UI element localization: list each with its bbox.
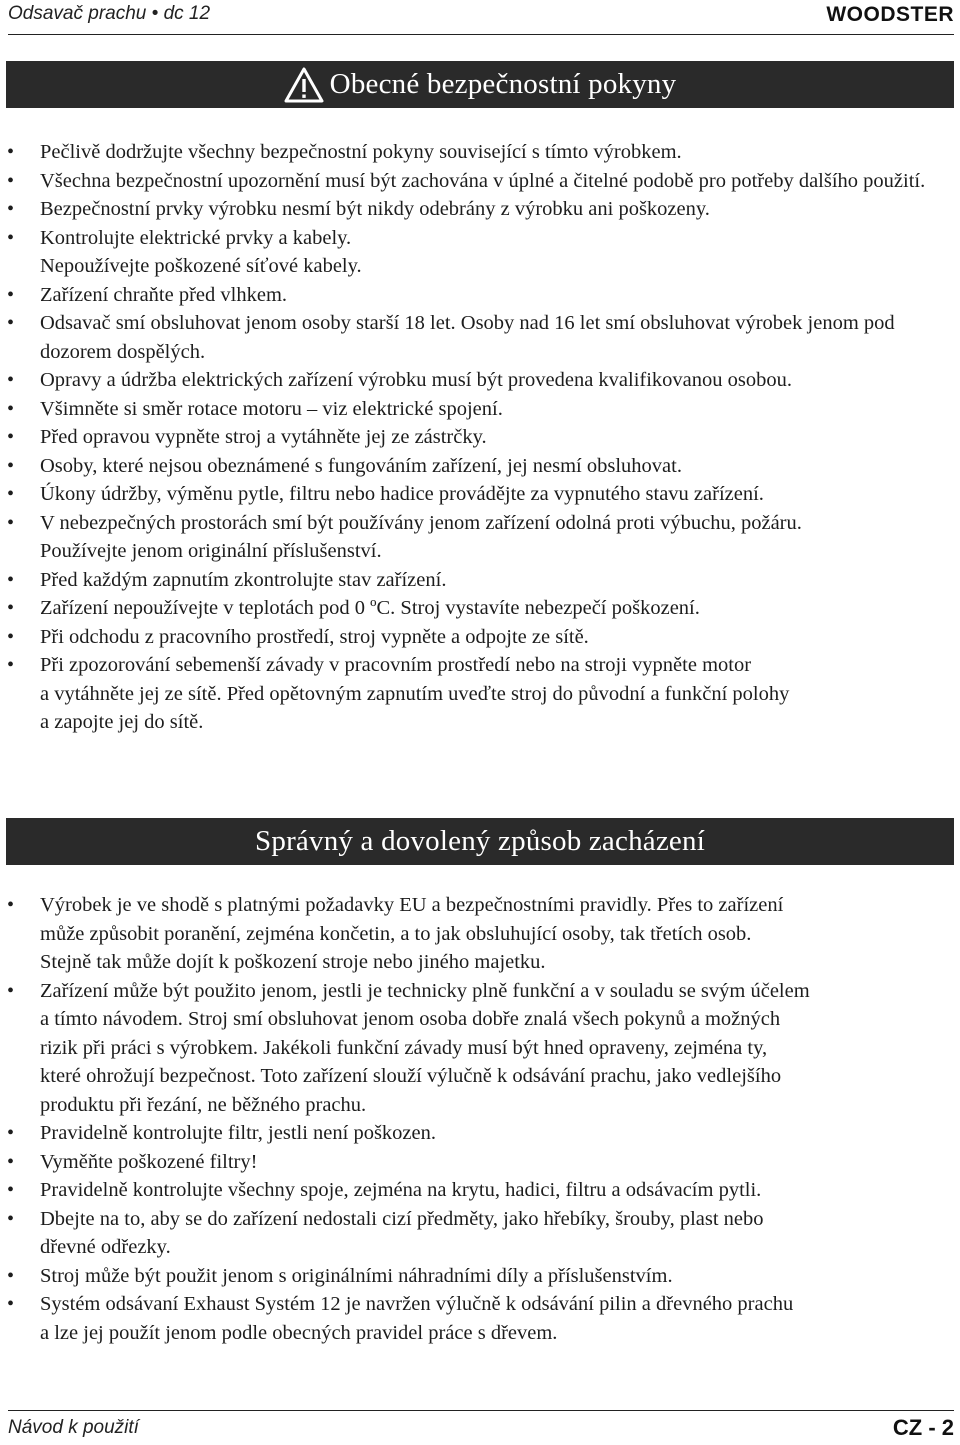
warning-triangle-icon: [284, 67, 330, 103]
page-header: [8, 0, 954, 35]
list-item: • Zařízení může být použito jenom, jestli je technicky plně funkční a v souladu se svým účelem a tímto návodem. Stroj smí obsluhovat jenom osoba dobře znalá všech pokynů a možných rizik při práci s výrobkem. Jakékoli funkční závady musí být hned opraveny, zejména ty, které ohrožují bezpečnost. Toto zařízení slouží výlučně k odsávání prachu, jako vedlejšího produktu při řezání, ne běžného prachu.: [0, 977, 940, 1120]
list-item: • Při zpozorování sebemenší závady v pracovním prostředí nebo na stroji vypněte motor a vytáhněte jej ze sítě. Před opětovným zapnutím uveďte stroj do původní a funkční polohy a zapojte jej do sítě.: [0, 651, 940, 737]
list-item: • Bezpečnostní prvky výrobku nesmí být nikdy odebrány z výrobku ani poškozeny.: [0, 195, 940, 224]
list-item: • Zařízení nepoužívejte v teplotách pod 0 ºC. Stroj vystavíte nebezpečí poškození.: [0, 594, 940, 623]
list-item: • Všechna bezpečnostní upozornění musí být zachována v úplné a čitelné podobě pro potřeby dalšího použití.: [0, 167, 940, 196]
list-item: • Kontrolujte elektrické prvky a kabely. Nepoužívejte poškozené síťové kabely.: [0, 224, 940, 281]
list-item: • Pečlivě dodržujte všechny bezpečnostní pokyny související s tímto výrobkem.: [0, 138, 940, 167]
list-item: • Úkony údržby, výměnu pytle, filtru nebo hadice provádějte za vypnutého stavu zařízení.: [0, 480, 940, 509]
list-item: • Při odchodu z pracovního prostředí, stroj vypněte a odpojte ze sítě.: [0, 623, 940, 652]
list-item: • V nebezpečných prostorách smí být používány jenom zařízení odolná proti výbuchu, požáru. Používejte jenom originální příslušenství.: [0, 509, 940, 566]
list-item: • Stroj může být použit jenom s originálními náhradními díly a příslušenstvím.: [0, 1262, 940, 1291]
list-item: • Pravidelně kontrolujte filtr, jestli není poškozen.: [0, 1119, 940, 1148]
list-item: • Systém odsávaní Exhaust Systém 12 je navržen výlučně k odsávání pilin a dřevného prachu a lze jej použít jenom podle obecných pravidel práce s dřevem.: [0, 1290, 940, 1347]
page-footer: [8, 1410, 954, 1445]
list-item: • Dbejte na to, aby se do zařízení nedostali cizí předměty, jako hřebíky, šrouby, plast nebo dřevné odřezky.: [0, 1205, 940, 1262]
brand-logo-text: WOODSTER: [826, 3, 954, 26]
section-heading-general-safety: [6, 61, 954, 108]
list-item: • Odsavač smí obsluhovat jenom osoby starší 18 let. Osoby nad 16 let smí obsluhovat výrobek jenom pod dozorem dospělých.: [0, 309, 940, 366]
section-heading-proper-use: [6, 818, 954, 865]
list-item: • Zařízení chraňte před vlhkem.: [0, 281, 940, 310]
list-item: • Před každým zapnutím zkontrolujte stav zařízení.: [0, 566, 940, 595]
list-item: • Všimněte si směr rotace motoru – viz elektrické spojení.: [0, 395, 940, 424]
header-product-label: Odsavač prachu • dc 12: [8, 3, 211, 24]
list-item: • Výrobek je ve shodě s platnými požadavky EU a bezpečnostními pravidly. Přes to zařízení může způsobit poranění, zejména končetin, a to jak obsluhující osoby, tak třetích osob. Stejně tak může dojít k poškození stroje nebo jiného majetku.: [0, 891, 940, 977]
proper-use-list: [0, 891, 940, 1347]
page-number: CZ - 2: [892, 1415, 954, 1440]
general-safety-list: [0, 138, 940, 737]
list-item: • Před opravou vypněte stroj a vytáhněte jej ze zástrčky.: [0, 423, 940, 452]
section-title: Správný a dovolený způsob zacházení: [255, 825, 705, 857]
section-title: Obecné bezpečnostní pokyny: [329, 68, 677, 100]
list-item: • Osoby, které nejsou obeznámené s fungováním zařízení, jej nesmí obsluhovat.: [0, 452, 940, 481]
footer-manual-label: Návod k použití: [8, 1417, 139, 1438]
list-item: • Pravidelně kontrolujte všechny spoje, zejména na krytu, hadici, filtru a odsávacím pytli.: [0, 1176, 940, 1205]
list-item: • Vyměňte poškozené filtry!: [0, 1148, 940, 1177]
list-item: • Opravy a údržba elektrických zařízení výrobku musí být provedena kvalifikovanou osobou.: [0, 366, 940, 395]
